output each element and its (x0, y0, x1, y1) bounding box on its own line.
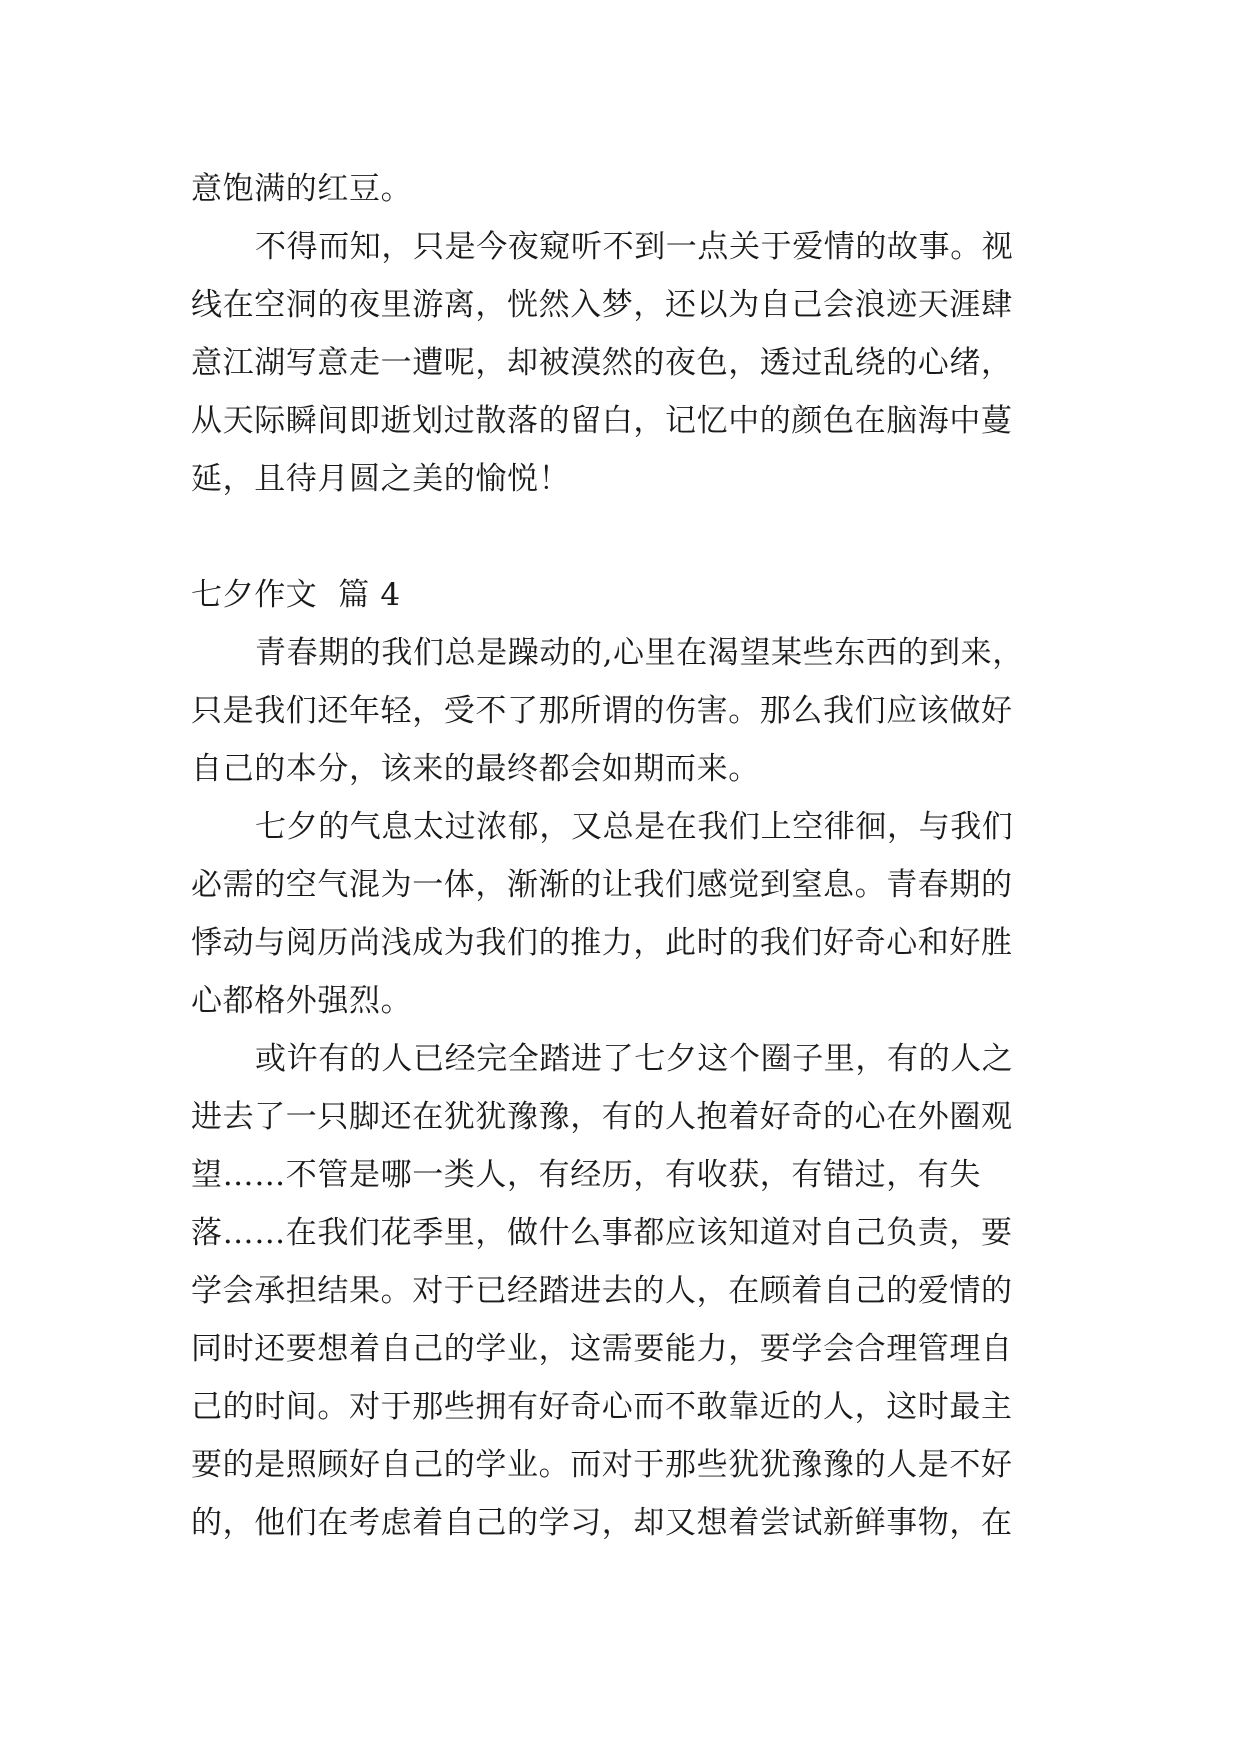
text-line: 望……不管是哪一类人，有经历，有收获，有错过，有失 (191, 1157, 981, 1193)
text-line: 必需的空气混为一体，渐渐的让我们感觉到窒息。青春期的 (191, 867, 1013, 903)
text-line: 或许有的人已经完全踏进了七夕这个圈子里，有的人之 (255, 1041, 1014, 1077)
text-line: 同时还要想着自己的学业，这需要能力，要学会合理管理自 (191, 1331, 1013, 1367)
paragraph (191, 1030, 1051, 1552)
text-line: 学会承担结果。对于已经踏进去的人，在顾着自己的爱情的 (191, 1273, 1013, 1309)
text-line: 线在空洞的夜里游离，恍然入梦，还以为自己会浪迹天涯肆 (191, 287, 1013, 323)
text-line: 的，他们在考虑着自己的学习，却又想着尝试新鲜事物，在 (191, 1505, 1013, 1541)
text-line: 心都格外强烈。 (191, 983, 413, 1019)
text-line: 要的是照顾好自己的学业。而对于那些犹犹豫豫的人是不好 (191, 1447, 1013, 1483)
text-line: 悸动与阅历尚浅成为我们的推力，此时的我们好奇心和好胜 (191, 925, 1013, 961)
text-line: 己的时间。对于那些拥有好奇心而不敢靠近的人，这时最主 (191, 1389, 1013, 1425)
paragraph (191, 624, 1051, 798)
paragraph (191, 218, 1051, 508)
text-line: 青春期的我们总是躁动的,心里在渴望某些东西的到来， (255, 635, 1024, 671)
text-line: 意江湖写意走一遭呢，却被漠然的夜色，透过乱绕的心绪， (191, 345, 1013, 381)
section-spacer (191, 508, 1051, 566)
document-page (191, 160, 1051, 1552)
section-heading: 七夕作文 篇 4 (191, 577, 401, 613)
text-line: 七夕的气息太过浓郁，又总是在我们上空徘徊，与我们 (255, 809, 1014, 845)
text-line: 不得而知，只是今夜窥听不到一点关于爱情的故事。视 (255, 229, 1014, 265)
text-line: 意饱满的红豆。 (191, 171, 413, 207)
text-line: 延，且待月圆之美的愉悦！ (191, 461, 571, 497)
text-line: 只是我们还年轻，受不了那所谓的伤害。那么我们应该做好 (191, 693, 1013, 729)
paragraph (191, 798, 1051, 1030)
text-line: 从天际瞬间即逝划过散落的留白，记忆中的颜色在脑海中蔓 (191, 403, 1013, 439)
paragraph-continuation (191, 160, 1051, 218)
text-line: 落……在我们花季里，做什么事都应该知道对自己负责，要 (191, 1215, 1013, 1251)
text-line: 自己的本分，该来的最终都会如期而来。 (191, 751, 760, 787)
text-line: 进去了一只脚还在犹犹豫豫，有的人抱着好奇的心在外圈观 (191, 1099, 1013, 1135)
